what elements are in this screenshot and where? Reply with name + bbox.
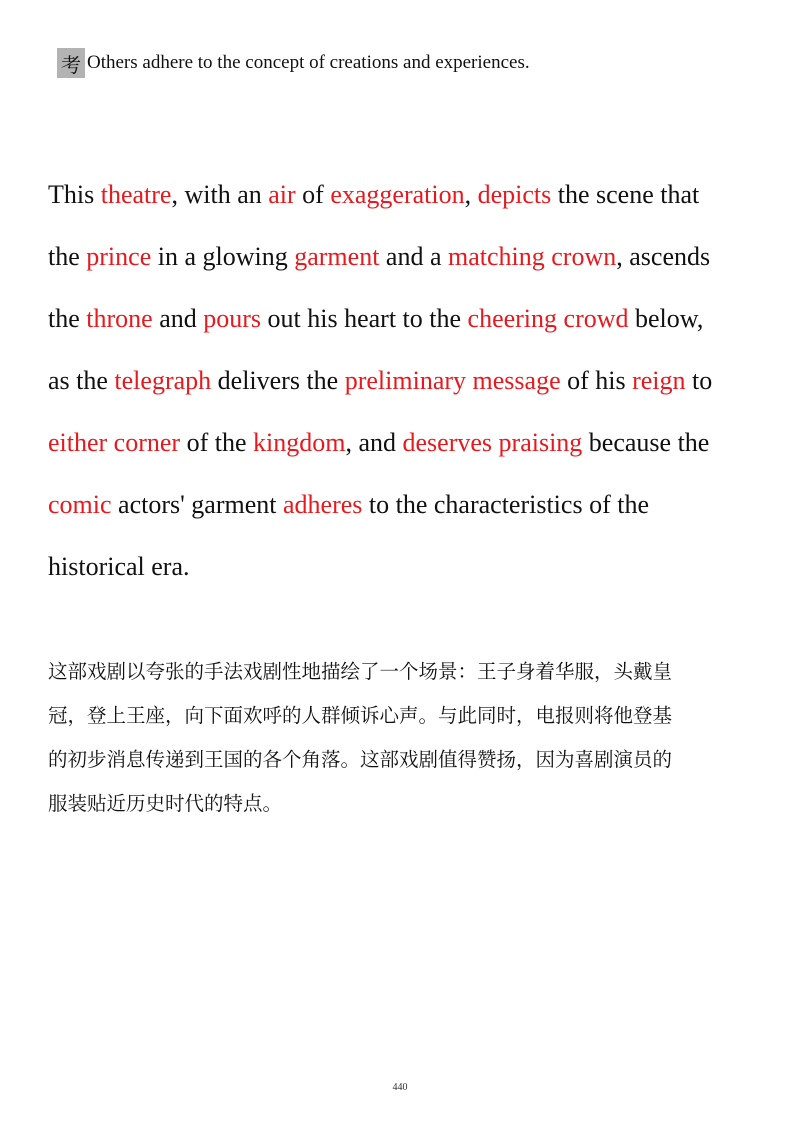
passage-text: actors' garment — [111, 490, 283, 519]
translation-line: 的初步消息传递到王国的各个角落。这部戏剧值得赞扬，因为喜剧演员的 — [48, 748, 673, 771]
highlighted-word: preliminary message — [344, 366, 561, 395]
passage-text: to — [685, 366, 713, 395]
highlighted-word: either corner — [48, 428, 181, 457]
passage-line — [48, 474, 748, 536]
passage-text: out his heart to the — [261, 304, 468, 333]
chinese-translation — [48, 650, 748, 826]
passage-text: , ascends — [616, 242, 711, 271]
translation-line: 冠，登上王座，向下面欢呼的人群倾诉心声。与此同时，电报则将他登基 — [48, 704, 673, 727]
passage-text: This — [48, 180, 101, 209]
passage-text: in a glowing — [151, 242, 295, 271]
passage-text: of — [295, 180, 331, 209]
highlighted-word: theatre — [100, 180, 172, 209]
top-note — [57, 46, 757, 80]
passage-line — [48, 536, 748, 598]
passage-line — [48, 226, 748, 288]
passage-text: historical era. — [48, 552, 190, 581]
passage-text: because the — [582, 428, 710, 457]
highlighted-word: prince — [86, 242, 152, 271]
highlighted-word: comic — [48, 490, 112, 519]
passage-text: of his — [560, 366, 633, 395]
highlighted-word: matching crown — [448, 242, 617, 271]
passage-line — [48, 350, 748, 412]
note-text: Others adhere to the concept of creations and experiences. — [87, 52, 530, 73]
translation-line: 服装贴近历史时代的特点。 — [48, 792, 283, 815]
highlighted-word: throne — [86, 304, 153, 333]
passage-text: to the characteristics of the — [362, 490, 649, 519]
translation-line: 这部戏剧以夸张的手法戏剧性地描绘了一个场景：王子身着华服，头戴皇 — [48, 660, 673, 683]
passage-text: and a — [379, 242, 449, 271]
passage-text: the — [48, 242, 87, 271]
highlighted-word: cheering crowd — [467, 304, 629, 333]
exam-badge: 考 — [57, 48, 85, 78]
passage-text: delivers the — [211, 366, 345, 395]
highlighted-word: garment — [294, 242, 380, 271]
highlighted-word: reign — [632, 366, 686, 395]
passage-text: , — [464, 180, 478, 209]
highlighted-word: pours — [203, 304, 262, 333]
english-passage — [48, 164, 748, 598]
passage-text: and — [152, 304, 204, 333]
passage-text: below, — [628, 304, 704, 333]
highlighted-word: kingdom — [253, 428, 346, 457]
passage-text: as the — [48, 366, 115, 395]
page-number: 440 — [392, 1082, 408, 1093]
highlighted-word: telegraph — [114, 366, 212, 395]
passage-line — [48, 288, 748, 350]
passage-line — [48, 164, 748, 226]
passage-text: the — [48, 304, 87, 333]
highlighted-word: depicts — [477, 180, 552, 209]
highlighted-word: deserves praising — [402, 428, 583, 457]
highlighted-word: air — [268, 180, 296, 209]
passage-text: the scene that — [551, 180, 700, 209]
passage-text: of the — [180, 428, 254, 457]
passage-text: , and — [345, 428, 403, 457]
passage-line — [48, 412, 748, 474]
passage-text: , with an — [171, 180, 269, 209]
highlighted-word: adheres — [282, 490, 363, 519]
highlighted-word: exaggeration — [330, 180, 465, 209]
